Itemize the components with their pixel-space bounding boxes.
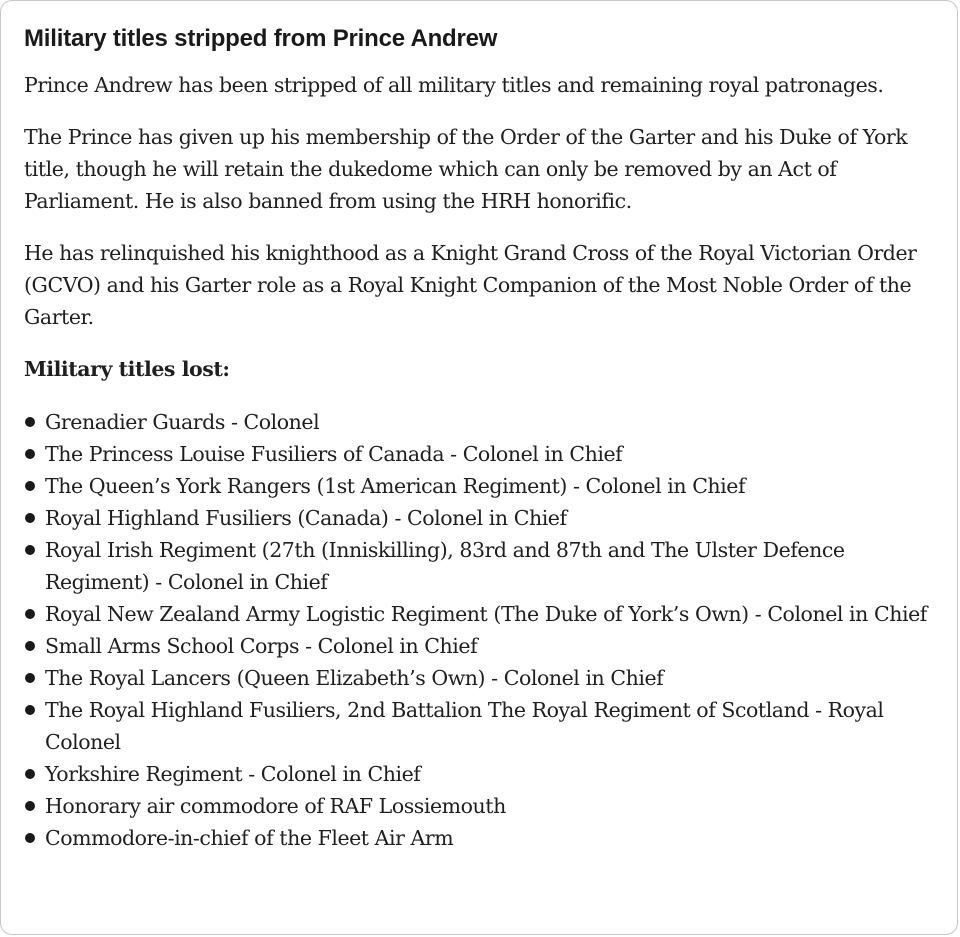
list-item (24, 694, 939, 758)
list-item-text: The Royal Highland Fusiliers, 2nd Battalion The Royal Regiment of Scotland - Royal Colonel (45, 698, 884, 754)
list-item-text: The Royal Lancers (Queen Elizabeth’s Own) - Colonel in Chief (45, 666, 664, 690)
bullet-icon (25, 481, 35, 491)
list-item (24, 822, 939, 854)
list-item-text: Grenadier Guards - Colonel (45, 410, 320, 434)
headline: Military titles stripped from Prince Andrew (24, 25, 498, 52)
military-titles-list (24, 406, 939, 854)
list-item (24, 758, 939, 790)
bullet-icon (25, 609, 35, 619)
list-item-text: The Princess Louise Fusiliers of Canada - Colonel in Chief (45, 442, 623, 466)
list-item (24, 598, 939, 630)
paragraph-garter: The Prince has given up his membership of the Order of the Garter and his Duke of York title, though he will retain the dukedome which can only be removed by an Act of Parliament. He is also banned from using the HRH honorific. (24, 125, 908, 213)
list-item (24, 662, 939, 694)
list-item (24, 534, 939, 598)
list-item (24, 630, 939, 662)
paragraph-intro: Prince Andrew has been stripped of all military titles and remaining royal patronages. (24, 73, 884, 97)
bullet-icon (25, 417, 35, 427)
article-body (24, 21, 939, 854)
bullet-icon (25, 769, 35, 779)
bullet-icon (25, 833, 35, 843)
list-item-text: Commodore-in-chief of the Fleet Air Arm (45, 826, 454, 850)
bullet-icon (25, 641, 35, 651)
bullet-icon (25, 705, 35, 715)
list-item-text: Yorkshire Regiment - Colonel in Chief (45, 762, 421, 786)
list-item-text: Royal Highland Fusiliers (Canada) - Colonel in Chief (45, 506, 567, 530)
list-item-text: Royal Irish Regiment (27th (Inniskilling), 83rd and 87th and The Ulster Defence Regiment) - Colonel in Chief (45, 538, 845, 594)
bullet-icon (25, 449, 35, 459)
paragraph-knighthood: He has relinquished his knighthood as a Knight Grand Cross of the Royal Victorian Order (GCVO) and his Garter role as a Royal Knight Companion of the Most Noble Order of the Garter. (24, 241, 917, 329)
list-item (24, 502, 939, 534)
list-item (24, 790, 939, 822)
bullet-icon (25, 513, 35, 523)
list-item-text: Honorary air commodore of RAF Lossiemouth (45, 794, 506, 818)
list-heading: Military titles lost: (24, 357, 230, 381)
list-item (24, 406, 939, 438)
bullet-icon (25, 545, 35, 555)
list-item-text: The Queen’s York Rangers (1st American Regiment) - Colonel in Chief (45, 474, 746, 498)
list-item (24, 470, 939, 502)
list-item-text: Small Arms School Corps - Colonel in Chief (45, 634, 478, 658)
bullet-icon (25, 673, 35, 683)
bullet-icon (25, 801, 35, 811)
list-item (24, 438, 939, 470)
list-item-text: Royal New Zealand Army Logistic Regiment (The Duke of York’s Own) - Colonel in Chief (45, 602, 927, 626)
